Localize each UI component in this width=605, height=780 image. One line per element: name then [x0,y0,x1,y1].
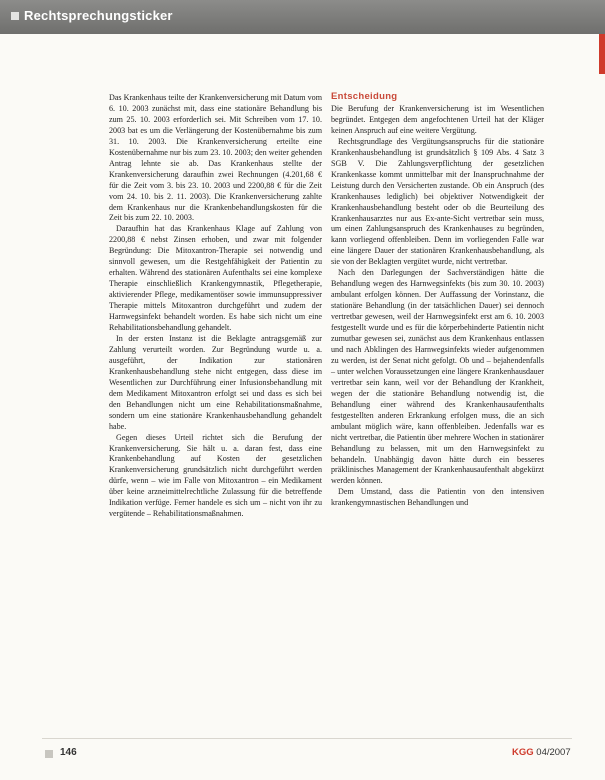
footer-marker-square [45,750,53,758]
paragraph: Nach den Darlegungen der Sachverständigen hätte die Behandlung wegen des Harnwegsinfekts (bis zum 30. 10. 2003) ambulant erfolgen können. Der Auffassung der Vorinstanz, die stationäre Behandlung (in der tatsächlichen Dauer) sei dennoch vertretbar gewesen, weil der Harnwegsinfekt erst am 6. 10. 2003 festgestellt wurde und es für die körperbehinderte Patientin nicht zumutbar gewesen sei, zunächst aus dem Krankenhaus entlassen und nach Abklingen des Harnwegsinfekts wieder aufgenommen zu werden, ist der Senat nicht gefolgt. Ob und – bejahendenfalls – unter welchen Voraussetzungen eine längere Krankenhausdauer vertretbar sein kann, weil vor der Behandlung der Krankheit, wegen der die stationäre Behandlung notwendig ist, die Behandlung einer während des Krankenhausaufenthalts festgestellten anderen Erkrankung erfolgen muss, die an sich ambulant möglich wäre, kann offenbleiben. Jedenfalls war es nicht vertretbar, die Patientin über mehrere Wochen in stationärer Behandlung zu belassen, mit um den Harnwegsinfekt zu behandeln. Unabhängig davon hätte durch ein besseres präklinisches Management der Krankenhausaufenthalt abgekürzt werden können. [331,268,544,486]
section-title: Rechtsprechungsticker [24,8,173,23]
journal-brand: KGG [512,747,534,758]
paragraph: Dem Umstand, dass die Patientin von den intensiven krankengymnastischen Behandlungen und [331,487,544,508]
right-column [331,93,544,509]
paragraph: Das Krankenhaus teilte der Krankenversicherung mit Datum vom 6. 10. 2003 zunächst mit, dass eine stationäre Behandlung bis zum 25. 10. 2003 erforderlich sei. Mit Schreiben vom 17. 10. 2003 bat es um die Verlängerung der Kostenübernahme bis zum 31. 10. 2003. Die Krankenversicherung erteilte eine Kostenübernahme nur bis zum 23. 10. 2003; den weiter gehenden Antrag lehnte sie ab. Das Krankenhaus stellte der Krankenversicherung daraufhin zwei Rechnungen (4.201,68 € für die Zeit vom 3. bis 23. 10. 2003 und 2200,88 € für die Zeit vom 24. 10. bis 2. 11. 2003). Die Krankenversicherung zahlte dem Krankenhaus nur die Krankenbehandlungskosten für die Zeit bis zum 22. 10. 2003. [109,93,322,223]
footer-rule [42,738,572,739]
paragraph: Gegen dieses Urteil richtet sich die Berufung der Krankenversicherung. Sie hält u. a. daran fest, dass eine Krankenbehandlung auf Kosten der gesetzlichen Krankenversicherung grundsätzlich nicht durchgeführt werden dürfe, wenn – wie im Falle von Mitoxantron – ein Medikament über keine arzneimittelrechtliche Zulassung für die betreffende Indikation verfüge. Ferner handele es sich um – nicht von ihr zu vergütende – Rehabilitationsmaßnahmen. [109,432,322,519]
paragraph: Daraufhin hat das Krankenhaus Klage auf Zahlung von 2200,88 € nebst Zinsen erhoben, und zwar mit folgender Begründung: Die Mitoxantron-Therapie sei notwendig und sinnvoll gewesen, um die Restgehfähigkeit der Patientin zu erhalten. Während des stationären Aufenthalts sei eine komplexe Therapie einschließlich Krankengymnastik, Pflegetherapie, aktivierender Pflege, medikamentöser sowie immunsuppressiver Therapie mittels Mitoxantron durchgeführt und zudem der Harnwegsinfekt behandelt worden. Es habe sich nicht um eine Rehabilitationsbehandlung gehandelt. [109,224,322,333]
section-heading: Entscheidung [331,91,398,102]
header-marker-square [11,12,19,20]
journal-issue: 04/2007 [536,747,571,758]
paragraph: Die Berufung der Krankenversicherung ist im Wesentlichen begründet. Entgegen dem angefochtenen Urteil hat der Kläger keinen Anspruch auf eine weitere Vergütung. [331,104,544,135]
page-number: 146 [60,747,77,758]
page-edge-tab [599,34,605,74]
left-column [109,93,322,520]
paragraph: Rechtsgrundlage des Vergütungsanspruchs für die stationäre Krankenhausbehandlung ist grundsätzlich § 109 Abs. 4 Satz 3 SGB V. Die Zahlungsverpflichtung der gesetzlichen Krankenkasse kommt unmittelbar mit der Inanspruchnahme der Leistung durch den Versicherten zustande. Ob ein Anspruch (des Krankenhauses lediglich) bei objektiver Notwendigkeit der Krankenhausbehandlung besteht oder ob die Beurteilung des Krankenhausarztes nur aus Ex-ante-Sicht vertretbar sein muss, um einen Zahlungsanspruch des Krankenhauses zu begründen, kann vorliegend offenbleiben. Denn im vorliegenden Falle war eine längere Dauer der stationären Krankenhausbehandlung, als sie von der Beklagten vergütet wurde, nicht vertretbar. [331,136,544,267]
paragraph: In der ersten Instanz ist die Beklagte antragsgemäß zur Zahlung verurteilt worden. Zur Begründung wurde u. a. ausgeführt, der Indikation zur stationären Krankenhausbehandlung stehe nicht entgegen, dass diese im Wesentlichen zur Durchführung einer Infusionsbehandlung mit dem Medikament Mitoxantron erfolgt sei und dass es sich bei den Behandlungen nicht um eine Rehabilitationsmaßnahme, sondern um eine stationäre Krankenhausbehandlung gehandelt habe. [109,333,322,431]
header-bar [0,0,605,34]
journal-footer [512,747,571,758]
